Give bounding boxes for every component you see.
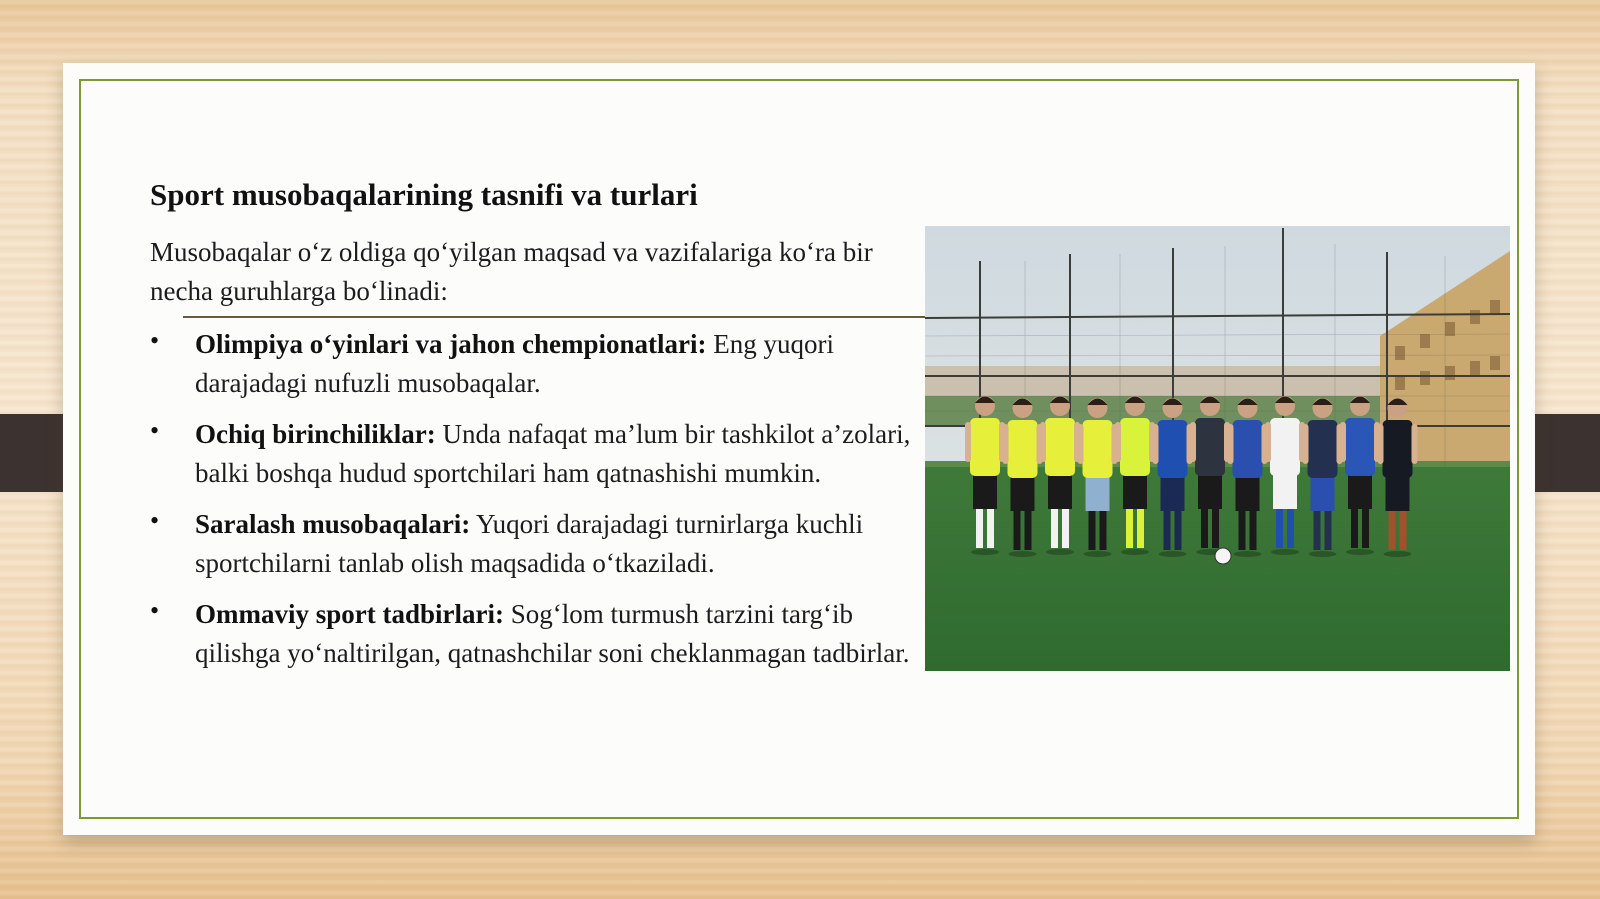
bullet-item: [150, 325, 930, 403]
player-leg: [1287, 508, 1294, 548]
player-arm: [1190, 422, 1196, 462]
player-shadow: [1046, 549, 1074, 555]
bullet-term: Ommaviy sport tadbirlari:: [195, 599, 504, 629]
player-shorts: [1273, 473, 1297, 509]
player-arm: [1078, 424, 1084, 464]
player-shorts: [1123, 473, 1147, 509]
player-leg: [1325, 510, 1332, 550]
player-leg: [1175, 510, 1182, 550]
player-leg: [1062, 508, 1069, 548]
team-photo: [925, 226, 1510, 671]
bullet-dot-icon: •: [150, 326, 160, 355]
player-arm: [1303, 424, 1309, 464]
player-shorts: [1048, 473, 1072, 509]
player-shirt: [1008, 420, 1038, 478]
player-arm: [1340, 422, 1346, 462]
player-shadow: [1159, 551, 1187, 557]
player-shirt: [1158, 420, 1188, 478]
player-shirt: [1270, 418, 1300, 476]
player-shorts: [1311, 475, 1335, 511]
player-leg: [1014, 510, 1021, 550]
slide-title: Sport musobaqalarining tasnifi va turlari: [150, 177, 698, 212]
player-leg: [976, 508, 983, 548]
player-arm: [1153, 424, 1159, 464]
bullet-term: Saralash musobaqalari:: [195, 509, 471, 539]
bullet-text: Sog‘lom turmush tarzini targ‘ib qilishga yo‘naltirilgan, qatnashchilar soni cheklanmagan tadbirlar.: [195, 599, 910, 668]
player-shorts: [1011, 475, 1035, 511]
bullet-list: [150, 325, 930, 685]
player-arm: [1412, 424, 1418, 464]
player-arm: [1228, 424, 1234, 464]
player-shadow: [1309, 551, 1337, 557]
player-shadow: [1084, 551, 1112, 557]
player-shirt: [1045, 418, 1075, 476]
player-arm: [1378, 424, 1384, 464]
player-shorts: [973, 473, 997, 509]
player-shorts: [1086, 475, 1110, 511]
player-leg: [1025, 510, 1032, 550]
slide-card: [63, 63, 1535, 835]
bullet-item: [150, 415, 930, 493]
bullet-dot-icon: •: [150, 506, 160, 535]
player-shirt: [1195, 418, 1225, 476]
ball-icon: [1215, 548, 1231, 564]
player-shadow: [1009, 551, 1037, 557]
player-shadow: [1121, 549, 1149, 555]
player-leg: [1089, 510, 1096, 550]
player-arm: [965, 422, 971, 462]
player-shirt: [1345, 418, 1375, 476]
player-leg: [1314, 510, 1321, 550]
bullet-term: Ochiq birinchiliklar:: [195, 419, 436, 449]
player-leg: [1051, 508, 1058, 548]
bullet-term: Olimpiya o‘yinlari va jahon chempionatlari:: [195, 329, 707, 359]
player-leg: [1351, 508, 1358, 548]
player-shorts: [1348, 473, 1372, 509]
player-shadow: [1234, 551, 1262, 557]
player-leg: [1212, 508, 1219, 548]
player-leg: [1400, 510, 1407, 550]
player-leg: [1276, 508, 1283, 548]
intro-underline: [183, 316, 989, 318]
player-leg: [1164, 510, 1171, 550]
player-shorts: [1236, 475, 1260, 511]
player-shadow: [1384, 551, 1412, 557]
bullet-item: [150, 505, 930, 583]
player-leg: [1239, 510, 1246, 550]
player-shirt: [1233, 420, 1263, 478]
player-shirt: [970, 418, 1000, 476]
bullet-text: Eng yuqori darajadagi nufuzli musobaqalar.: [195, 329, 835, 398]
player-shorts: [1198, 473, 1222, 509]
player-shorts: [1161, 475, 1185, 511]
player-shadow: [971, 549, 999, 555]
player-shirt: [1308, 420, 1338, 478]
player-shirt: [1383, 420, 1413, 478]
player-shirt: [1120, 418, 1150, 476]
player-leg: [1100, 510, 1107, 550]
player-shirt: [1083, 420, 1113, 478]
bullet-text: Yuqori darajadagi turnirlarga kuchli sportchilarni tanlab olish maqsadida o‘tkaziladi.: [195, 509, 864, 578]
player-arm: [1115, 422, 1121, 462]
bullet-dot-icon: •: [150, 416, 160, 445]
player-shadow: [1346, 549, 1374, 555]
player-arm: [1003, 424, 1009, 464]
player-leg: [1389, 510, 1396, 550]
intro-paragraph: Musobaqalar o‘z oldiga qo‘yilgan maqsad va vazifalariga ko‘ra bir necha guruhlarga bo‘linadi:: [150, 237, 873, 306]
player-leg: [987, 508, 994, 548]
player-leg: [1250, 510, 1257, 550]
player-arm: [1265, 422, 1271, 462]
player-shadow: [1271, 549, 1299, 555]
player-arm: [1040, 422, 1046, 462]
player-shorts: [1386, 475, 1410, 511]
team-photo-icon: [925, 226, 1510, 671]
player-leg: [1362, 508, 1369, 548]
player-leg: [1137, 508, 1144, 548]
bullet-dot-icon: •: [150, 596, 160, 625]
player-leg: [1201, 508, 1208, 548]
bullet-item: [150, 595, 930, 673]
player-leg: [1126, 508, 1133, 548]
bullet-text: Unda nafaqat ma’lum bir tashkilot a’zolari, balki boshqa hudud sportchilari ham qatnashishi mumkin.: [195, 419, 911, 488]
